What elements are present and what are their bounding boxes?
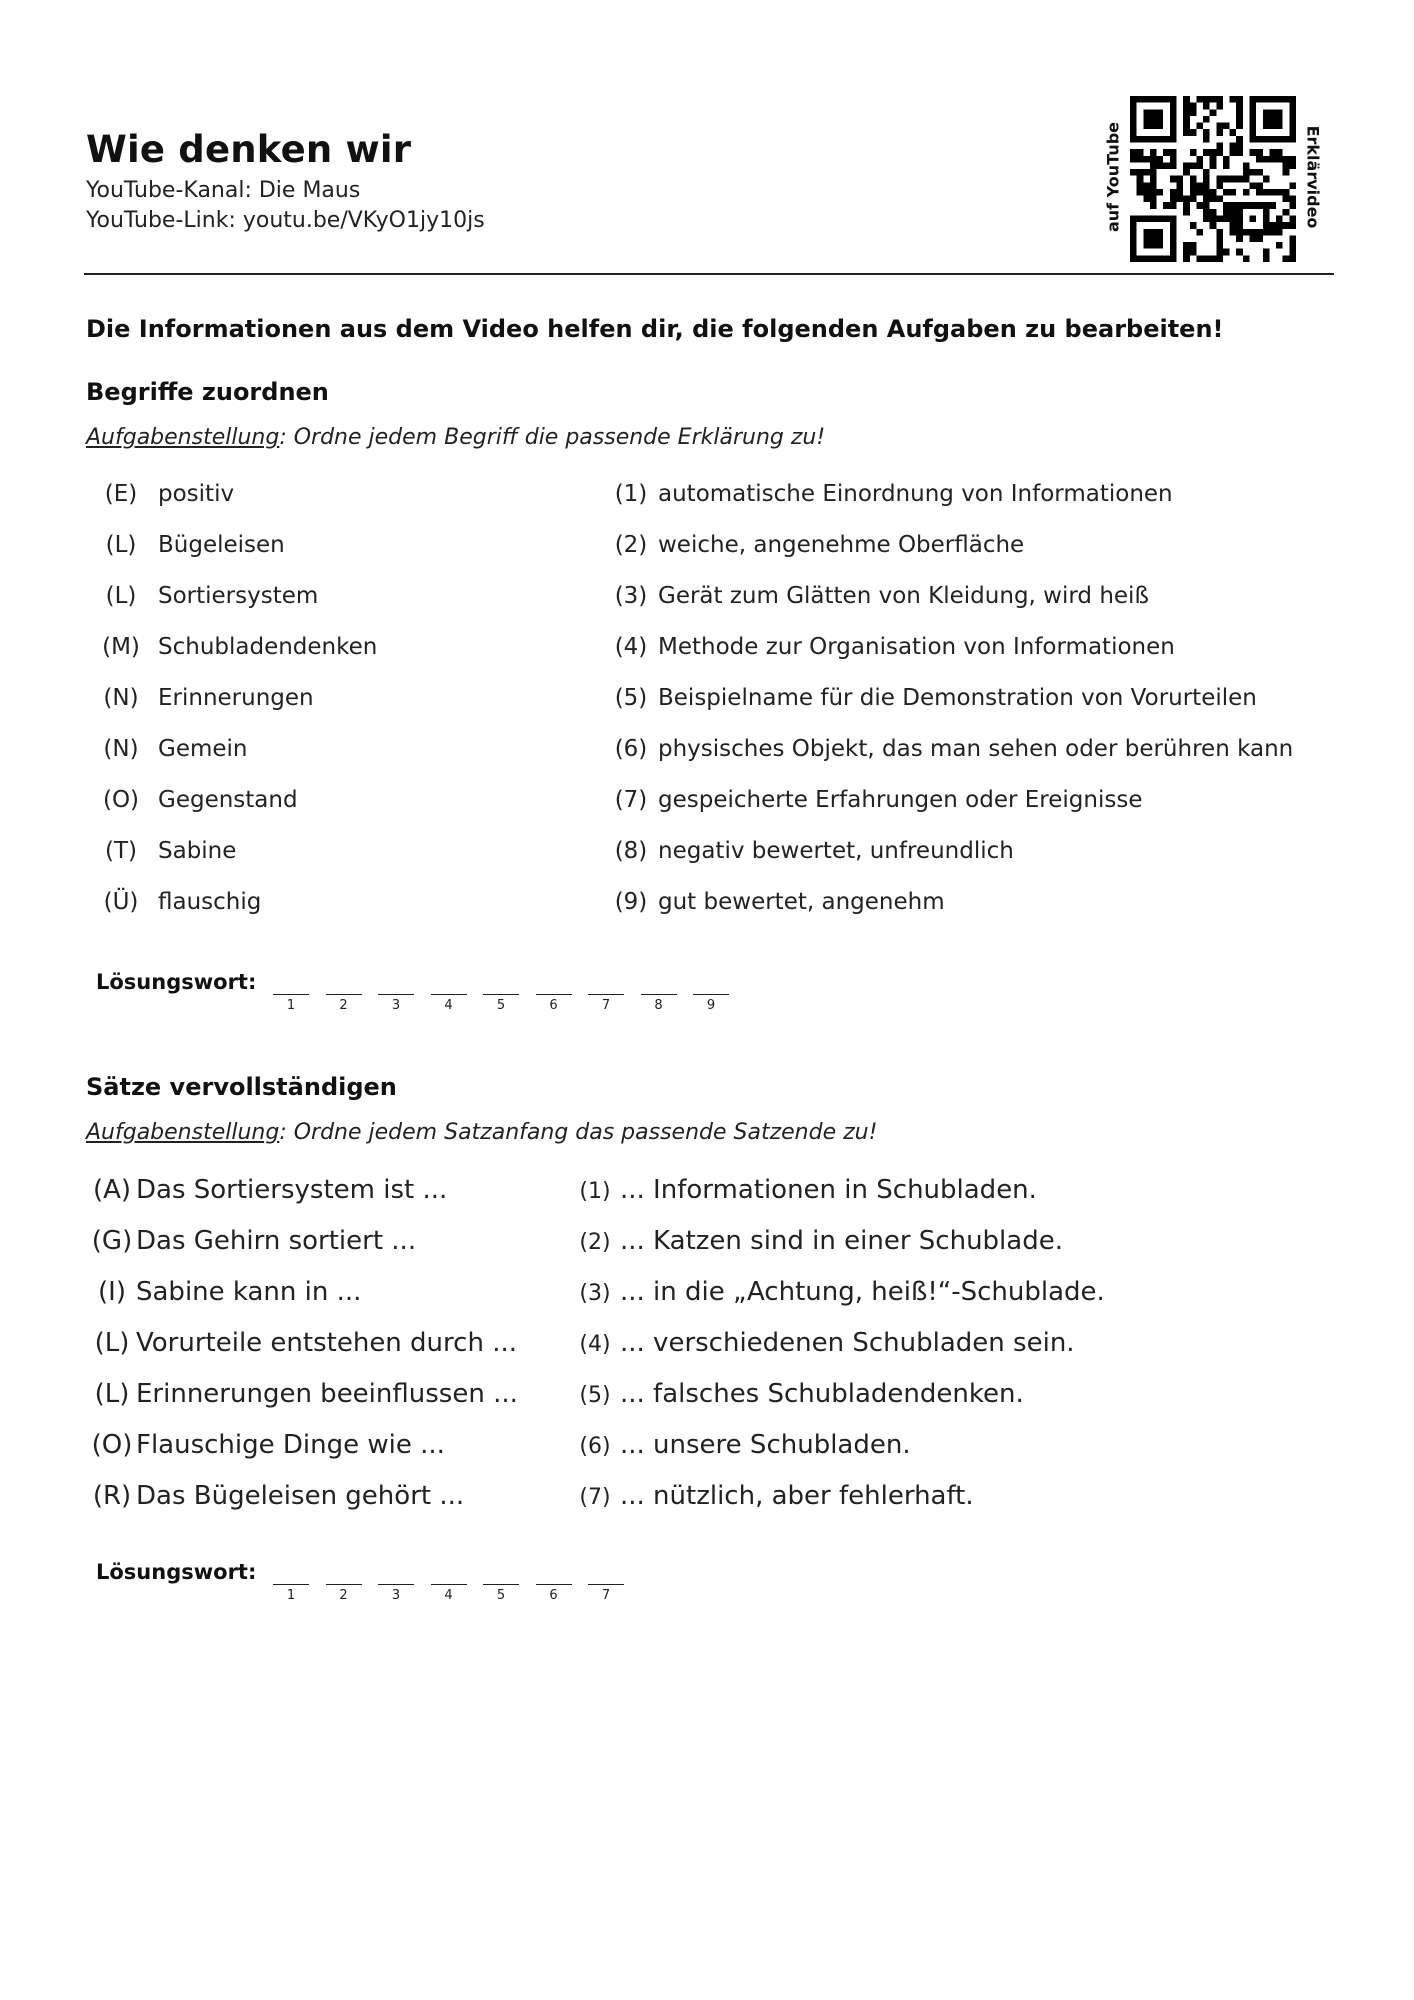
sentence-end-number: (3) <box>579 1281 611 1306</box>
sentence-end-item <box>578 1481 974 1511</box>
solution-blank[interactable] <box>273 1584 309 1585</box>
definition-number: (6) <box>614 736 648 762</box>
solution-blank-number: 2 <box>339 998 348 1013</box>
term-text: Gemein <box>158 736 248 762</box>
sentence-start-text: Flauschige Dinge wie ... <box>136 1430 445 1460</box>
term-letter: (Ü) <box>103 889 139 915</box>
definition-item <box>614 481 1173 507</box>
sentence-start-item <box>90 1481 464 1511</box>
definition-item <box>614 736 1293 762</box>
definition-number: (3) <box>614 583 648 609</box>
section2-solution-label: Lösungswort: <box>96 1560 257 1584</box>
solution-blank[interactable] <box>326 1584 362 1585</box>
section2-task <box>86 1120 877 1145</box>
solution-blank[interactable] <box>273 994 309 995</box>
term-letter: (L) <box>105 583 137 609</box>
term-text: flauschig <box>158 889 262 915</box>
solution-blank[interactable] <box>641 994 677 995</box>
term-text: positiv <box>158 481 235 507</box>
definition-text: Gerät zum Glätten von Kleidung, wird heiß <box>658 583 1149 609</box>
term-letter: (E) <box>104 481 138 507</box>
term-letter: (N) <box>103 685 139 711</box>
sentence-start-letter: (I) <box>98 1277 126 1307</box>
sentence-end-number: (2) <box>579 1230 611 1255</box>
sentence-end-text: ... nützlich, aber fehlerhaft. <box>620 1481 974 1511</box>
task-label: Aufgabenstellung <box>86 425 280 450</box>
term-letter: (N) <box>103 736 139 762</box>
sentence-end-text: ... verschiedenen Schubladen sein. <box>620 1328 1075 1358</box>
solution-blank[interactable] <box>483 1584 519 1585</box>
term-text: Schubladendenken <box>158 634 378 660</box>
qr-left-label: auf YouTube <box>1103 121 1123 233</box>
sentence-start-text: Das Bügeleisen gehört ... <box>136 1481 465 1511</box>
term-text: Gegenstand <box>158 787 298 813</box>
section1-heading: Begriffe zuordnen <box>86 378 329 406</box>
solution-blank-number: 6 <box>549 998 558 1013</box>
youtube-channel: YouTube-Kanal: Die Maus <box>86 178 361 203</box>
sentence-start-item <box>90 1430 445 1460</box>
term-item <box>100 583 318 609</box>
solution-blank[interactable] <box>326 994 362 995</box>
sentence-end-number: (5) <box>579 1383 611 1408</box>
solution-blank[interactable] <box>431 994 467 995</box>
sentence-start-item <box>90 1277 361 1307</box>
solution-blank-number: 3 <box>391 998 401 1013</box>
sentence-end-item <box>578 1175 1037 1205</box>
definition-number: (8) <box>614 838 648 864</box>
solution-blank[interactable] <box>536 994 572 995</box>
definition-item <box>614 685 1257 711</box>
term-letter: (O) <box>102 787 140 813</box>
qr-code-block <box>1100 92 1323 267</box>
sentence-start-text: Vorurteile entstehen durch ... <box>136 1328 517 1358</box>
youtube-link[interactable]: YouTube-Link: youtu.be/VKyO1jy10js <box>86 208 485 233</box>
sentence-end-item <box>578 1328 1075 1358</box>
section1-task <box>86 425 825 450</box>
section2-heading: Sätze vervollständigen <box>86 1073 397 1101</box>
definition-text: Beispielname für die Demonstration von Vorurteilen <box>658 685 1257 711</box>
term-item <box>100 634 377 660</box>
sentence-start-text: Das Sortiersystem ist ... <box>136 1175 448 1205</box>
solution-blank-number: 9 <box>706 998 716 1013</box>
task-text: : Ordne jedem Satzanfang das passende Satzende zu! <box>279 1120 878 1145</box>
solution-blank[interactable] <box>536 1584 572 1585</box>
solution-blank[interactable] <box>693 994 729 995</box>
sentence-end-item <box>578 1277 1105 1307</box>
qr-right-label: Erklärvideo <box>1303 125 1323 229</box>
sentence-start-item <box>90 1328 517 1358</box>
solution-blank[interactable] <box>431 1584 467 1585</box>
definition-item <box>614 838 1014 864</box>
definition-text: physisches Objekt, das man sehen oder berühren kann <box>658 736 1294 762</box>
solution-blank[interactable] <box>588 994 624 995</box>
term-item <box>100 787 298 813</box>
sentence-end-item <box>578 1379 1024 1409</box>
definition-text: Methode zur Organisation von Informationen <box>658 634 1175 660</box>
definition-text: gespeicherte Erfahrungen oder Ereignisse <box>658 787 1143 813</box>
sentence-end-number: (1) <box>579 1179 611 1204</box>
sentence-start-letter: (O) <box>91 1430 133 1460</box>
definition-number: (7) <box>614 787 648 813</box>
header-divider <box>84 273 1334 275</box>
sentence-start-text: Das Gehirn sortiert ... <box>136 1226 417 1256</box>
term-text: Bügeleisen <box>158 532 285 558</box>
term-letter: (M) <box>102 634 140 660</box>
definition-text: automatische Einordnung von Informationen <box>658 481 1173 507</box>
solution-blank[interactable] <box>378 1584 414 1585</box>
solution-blank-number: 8 <box>654 998 663 1013</box>
definition-number: (2) <box>614 532 648 558</box>
definition-number: (5) <box>614 685 648 711</box>
sentence-end-item <box>578 1430 911 1460</box>
solution-blank-number: 1 <box>286 1588 296 1603</box>
solution-blank-number: 7 <box>601 1588 611 1603</box>
definition-item <box>614 634 1175 660</box>
sentence-end-text: ... unsere Schubladen. <box>620 1430 911 1460</box>
page-title: Wie denken wir <box>86 128 412 171</box>
sentence-start-item <box>90 1226 416 1256</box>
task-text: : Ordne jedem Begriff die passende Erklärung zu! <box>279 425 826 450</box>
sentence-end-number: (4) <box>579 1332 611 1357</box>
term-item <box>100 481 234 507</box>
definition-item <box>614 889 945 915</box>
sentence-end-text: ... falsches Schubladendenken. <box>620 1379 1024 1409</box>
definition-number: (4) <box>614 634 648 660</box>
term-item <box>100 532 285 558</box>
sentence-start-letter: (L) <box>94 1379 130 1409</box>
solution-blank-number: 5 <box>496 998 506 1013</box>
term-text: Erinnerungen <box>158 685 314 711</box>
definition-item <box>614 583 1149 609</box>
term-item <box>100 736 248 762</box>
sentence-start-text: Erinnerungen beeinflussen ... <box>136 1379 518 1409</box>
sentence-start-letter: (R) <box>92 1481 132 1511</box>
solution-blank-number: 6 <box>549 1588 558 1603</box>
sentence-start-letter: (G) <box>91 1226 133 1256</box>
definition-number: (1) <box>614 481 648 507</box>
term-item <box>100 838 236 864</box>
definition-item <box>614 787 1142 813</box>
sentence-start-text: Sabine kann in ... <box>136 1277 362 1307</box>
term-item <box>100 889 261 915</box>
solution-blank[interactable] <box>378 994 414 995</box>
sentence-start-letter: (A) <box>92 1175 132 1205</box>
sentence-end-number: (6) <box>579 1434 611 1459</box>
solution-blank-number: 3 <box>391 1588 401 1603</box>
sentence-start-item <box>90 1175 447 1205</box>
solution-blank[interactable] <box>588 1584 624 1585</box>
intro-text: Die Informationen aus dem Video helfen dir, die folgenden Aufgaben zu bearbeiten! <box>86 315 1224 343</box>
task-label: Aufgabenstellung <box>86 1120 280 1145</box>
term-text: Sabine <box>158 838 237 864</box>
definition-text: negativ bewertet, unfreundlich <box>658 838 1014 864</box>
sentence-end-text: ... in die „Achtung, heiß!“-Schublade. <box>620 1277 1105 1307</box>
definition-item <box>614 532 1024 558</box>
solution-blank-number: 4 <box>444 1588 453 1603</box>
sentence-end-number: (7) <box>579 1485 611 1510</box>
sentence-end-text: ... Informationen in Schubladen. <box>620 1175 1037 1205</box>
definition-text: gut bewertet, angenehm <box>658 889 945 915</box>
qr-code-icon[interactable] <box>1130 96 1296 262</box>
solution-blank[interactable] <box>483 994 519 995</box>
definition-text: weiche, angenehme Oberfläche <box>658 532 1025 558</box>
sentence-end-text: ... Katzen sind in einer Schublade. <box>620 1226 1063 1256</box>
sentence-start-letter: (L) <box>94 1328 130 1358</box>
solution-blank-number: 1 <box>286 998 296 1013</box>
definition-number: (9) <box>614 889 648 915</box>
sentence-start-item <box>90 1379 518 1409</box>
solution-blank-number: 7 <box>601 998 611 1013</box>
term-letter: (L) <box>105 532 137 558</box>
sentence-end-item <box>578 1226 1063 1256</box>
solution-blank-number: 5 <box>496 1588 506 1603</box>
term-text: Sortiersystem <box>158 583 319 609</box>
solution-blank-number: 2 <box>339 1588 348 1603</box>
term-letter: (T) <box>105 838 137 864</box>
term-item <box>100 685 314 711</box>
section1-solution-label: Lösungswort: <box>96 970 257 994</box>
solution-blank-number: 4 <box>444 998 453 1013</box>
